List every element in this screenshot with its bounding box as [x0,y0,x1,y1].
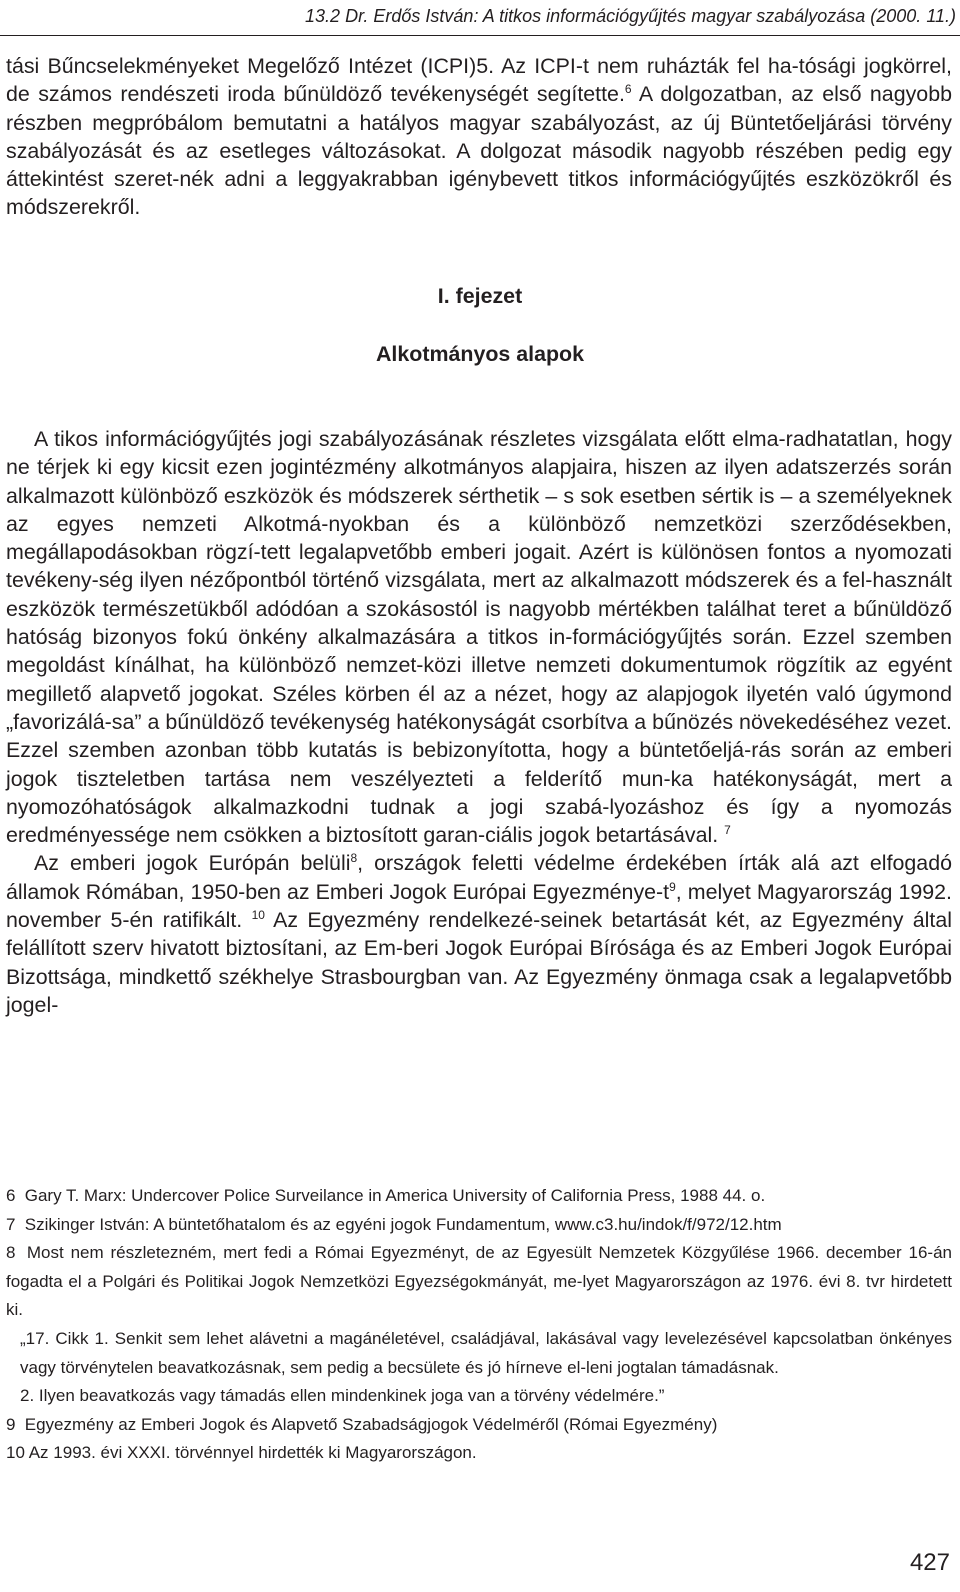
footnote-ref-10: 10 [251,907,265,922]
intro-paragraph [6,52,952,222]
footnote-10 [6,1439,952,1468]
intro-text-a: tási Bűncselekményeket Megelőző Intézet (ICPI)5. Az ICPI-t nem ruházták fel ha-tósági jogkörrel, de számos rendészeti iroda bűnüldöző tevékenységét segítette. [6,54,952,107]
paragraph-3-text-c: , melyet Magyarország 1992. november 5-én ratifikált. [6,879,952,933]
paragraph-3-text-d: Az Egyezmény rendelkezé-seinek betartását két, az Egyezmény által felállított szerv hivatott biztosítani, az Em-beri Jogok Európai Bírósága és az Emberi Jogok Európai Bizottsága, mindkettő székhelye Strasbourgban van. Az Egyezmény önmaga csak a legalapvetőbb jogel- [6,908,952,1017]
footnote-text: Gary T. Marx: Undercover Police Surveilance in America University of California Press, 1988 44. o. [24,1186,766,1205]
intro-text-b: A dolgozatban, az első nagyobb részben megpróbálom bemutatni a hatályos magyar szabályozást, az új Büntetőeljárási törvény szabályozását és az esetleges változásokat. A dolgozat második nagyobb részében pedig egy áttekintést szeret-nék adni a leggyakrabban igénybevett titkos információgyűjtés eszközökről és módszerekről. [6,82,952,220]
footnote-number: 7 [6,1214,16,1234]
footnote-7 [6,1211,952,1240]
chapter-title: Alkotmányos alapok [375,342,585,366]
chapter-number: I. fejezet [437,284,523,308]
paragraph-constitutional [6,425,952,849]
footnote-number: 10 [6,1443,25,1463]
paragraph-3-text-b: , országok feletti védelme érdekében írták alá azt elfogadó államok Rómában, 1950-ben az Emberi Jogok Európai Egyezménye-t [6,851,952,904]
section-body [6,425,952,1019]
footnote-ref-7: 7 [724,823,731,838]
running-header: 13.2 Dr. Erdős István: A titkos információgyűjtés magyar szabályozása (2000. 11.) [305,6,956,26]
footnote-text: Most nem részletezném, mert fedi a Római Egyezményt, de az Egyesült Nemzetek Közgyűlése 1966. december 16-án fogadta el a Polgári és Politikai Jogok Nemzetközi Egyezségokmányát, me-lyet Magyarországon az 1976. évi 8. tvr hirdetett ki. [6,1243,952,1320]
footnote-number: 6 [6,1186,16,1205]
paragraph-2-text: A tikos információgyűjtés jogi szabályozásának részletes vizsgálata előtt elma-radhatatlan, hogy ne térjek ki egy kicsit ezen jogintézmény alkotmányos alapjaira, hiszen az ilyen adatszerzés során alkalmazott különböző eszközök és módszerek sérthetik – s sok esetben sértik is – a személyeknek az egyes nemzeti Alkotmá-nyokban és a különböző nemzetközi szerződésekben, megállapodásokban rögzí-tett legalapvetőbb emberi jogait. Azért is különösen fontos a nyomozati tevékeny-ség ilyen nézőpontból történő vizsgálata, mert az alkalmazott módszerek és a fel-használt eszközök természetükből adódóan a szokásostól is nagyobb mértékben találhat teret a bűnüldöző hatóság bizonyos fokú önkény alkalmazására a titkos in-formációgyűjtés során. Ezzel szemben megoldást kínálhat, ha különböző nemzet-közi illetve nemzeti dokumentumok rögzítik az egyént megillető alapvető jogokat. Széles körben él az a nézet, hogy az alapjogok ilyetén való úgymond „favorizálá-sa” a bűnüldöző tevékenység hatékonyságát csorbítva a bűnözés növekedéséhez vezet. Ezzel szemben azonban több kutatás is bebizonyította, hogy a büntetőeljá-rás során az emberi jogok tiszteletben tartása nem veszélyezteti a felderítő mun-ka hatékonyságát, mert a nyomozóhatóságok alkalmazkodni tudnak a jogi szabá-lyozáshoz és így a nyomozás eredményessége nem csökken a biztosított garan-ciális jogok betartásával. [6,427,952,848]
footnote-9 [6,1411,952,1440]
footnote-ref-6: 6 [624,82,632,97]
footnote-number: 9 [6,1414,16,1434]
footnote-8-quote-1: „17. Cikk 1. Senkit sem lehet alávetni a magánéletével, családjával, lakásával vagy levelezésével kapcsolatban önkényes vagy törvénytelen beavatkozásnak, sem pedig a becsülete és jó hírneve el-leni jogtalan támadásnak. [20,1328,952,1377]
footnote-text: Egyezmény az Emberi Jogok és Alapvető Szabadságjogok Védelméről (Római Egyezmény) [24,1414,718,1434]
page-number: 427 [909,1549,950,1576]
footnote-ref-9: 9 [669,879,676,894]
paragraph-european-convention [6,849,952,1019]
paragraph-3-text-a: Az emberi jogok Európán belüli [34,851,351,876]
footnote-8 [6,1239,952,1325]
footnote-text: Szikinger István: A büntetőhatalom és az egyéni jogok Fundamentum, www.c3.hu/indok/f/972/12.htm [24,1214,782,1234]
footnote-6 [6,1182,952,1211]
footnote-text: Az 1993. évi XXXI. törvénnyel hirdették ki Magyarországon. [28,1443,477,1463]
footnote-number: 8 [6,1243,16,1263]
footnote-8-quote-2: 2. Ilyen beavatkozás vagy támadás ellen mindenkinek joga van a törvény védelmére.” [20,1386,665,1406]
footnotes-section [6,1182,952,1468]
header-rule [0,35,960,36]
footnote-ref-8: 8 [350,851,358,866]
intro-text [6,52,952,222]
